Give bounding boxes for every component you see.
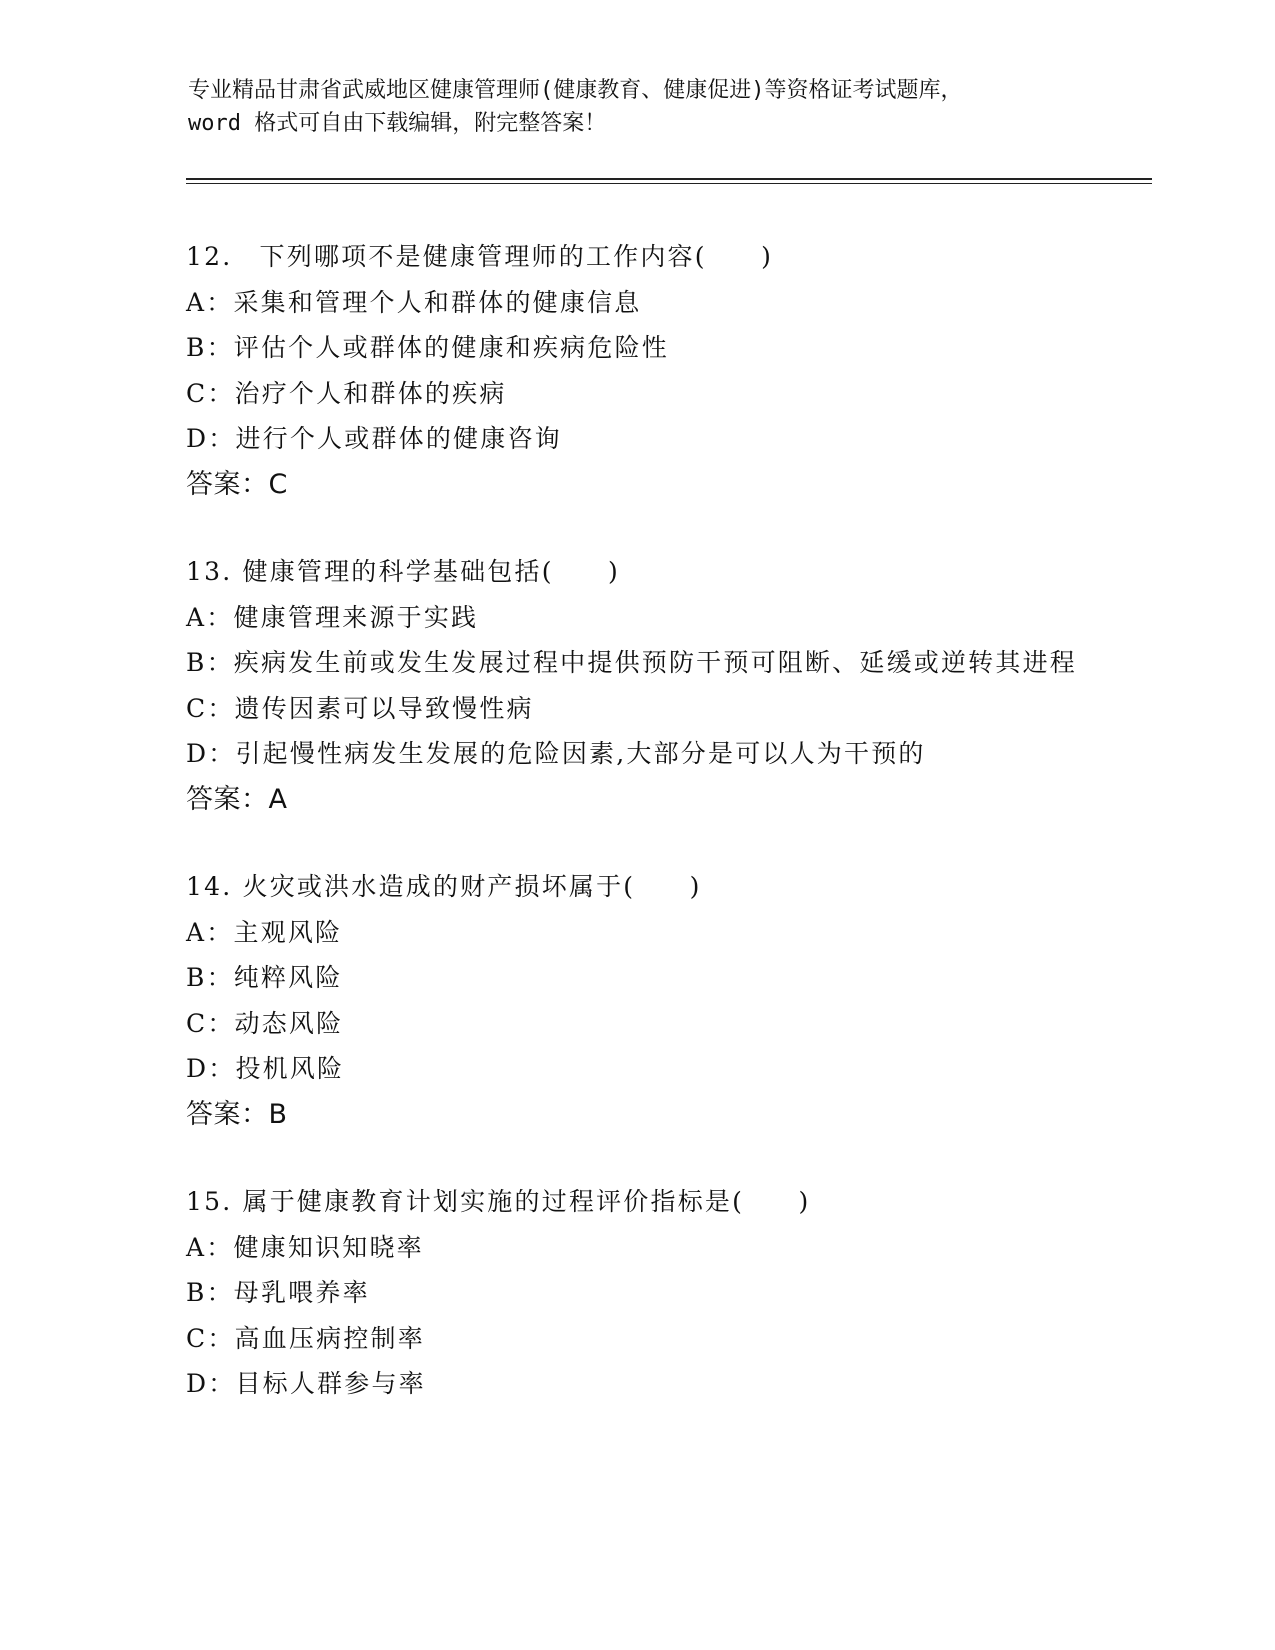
option-c: C：动态风险: [186, 1008, 344, 1038]
option-c: C：治疗个人和群体的疾病: [186, 378, 507, 408]
header-line-1: 专业精品甘肃省武威地区健康管理师(健康教育、健康促进)等资格证考试题库，: [188, 78, 963, 103]
option-c: C：高血压病控制率: [186, 1323, 425, 1353]
question-13: [186, 549, 1146, 822]
option-c: C：遗传因素可以导致慢性病: [186, 693, 534, 723]
option-b: B：母乳喂养率: [186, 1278, 370, 1307]
header-line-2: word 格式可自由下载编辑，附完整答案！: [188, 111, 607, 136]
option-a: A：主观风险: [186, 917, 343, 947]
option-d: D：目标人群参与率: [186, 1369, 426, 1398]
option-a: A：健康管理来源于实践: [186, 602, 479, 632]
answer-line: 答案：A: [186, 783, 288, 815]
question-stem: 14. 火灾或洪水造成的财产损坏属于( ): [186, 872, 702, 901]
question-stem: 13. 健康管理的科学基础包括( ): [186, 557, 621, 586]
question-14: [186, 864, 1146, 1137]
option-a: A：健康知识知晓率: [186, 1232, 424, 1262]
document-header: [188, 74, 1088, 140]
question-stem: 15. 属于健康教育计划实施的过程评价指标是( ): [186, 1187, 811, 1216]
header-divider-thick: [186, 178, 1152, 180]
option-b: B：疾病发生前或发生发展过程中提供预防干预可阻断、延缓或逆转其进程: [186, 648, 1077, 677]
header-divider-thin: [186, 183, 1152, 184]
option-a: A：采集和管理个人和群体的健康信息: [186, 287, 642, 317]
question-12: [186, 234, 1146, 507]
option-b: B：评估个人或群体的健康和疾病危险性: [186, 333, 669, 362]
option-d: D：进行个人或群体的健康咨询: [186, 424, 562, 453]
option-d: D：引起慢性病发生发展的危险因素,大部分是可以人为干预的: [186, 739, 926, 768]
question-stem: 12. 下列哪项不是健康管理师的工作内容( ): [186, 242, 774, 271]
option-d: D：投机风险: [186, 1054, 345, 1083]
answer-line: 答案：B: [186, 1098, 288, 1130]
question-list: [186, 234, 1146, 1449]
option-b: B：纯粹风险: [186, 963, 343, 992]
answer-line: 答案：C: [186, 468, 288, 500]
question-15: [186, 1179, 1146, 1407]
